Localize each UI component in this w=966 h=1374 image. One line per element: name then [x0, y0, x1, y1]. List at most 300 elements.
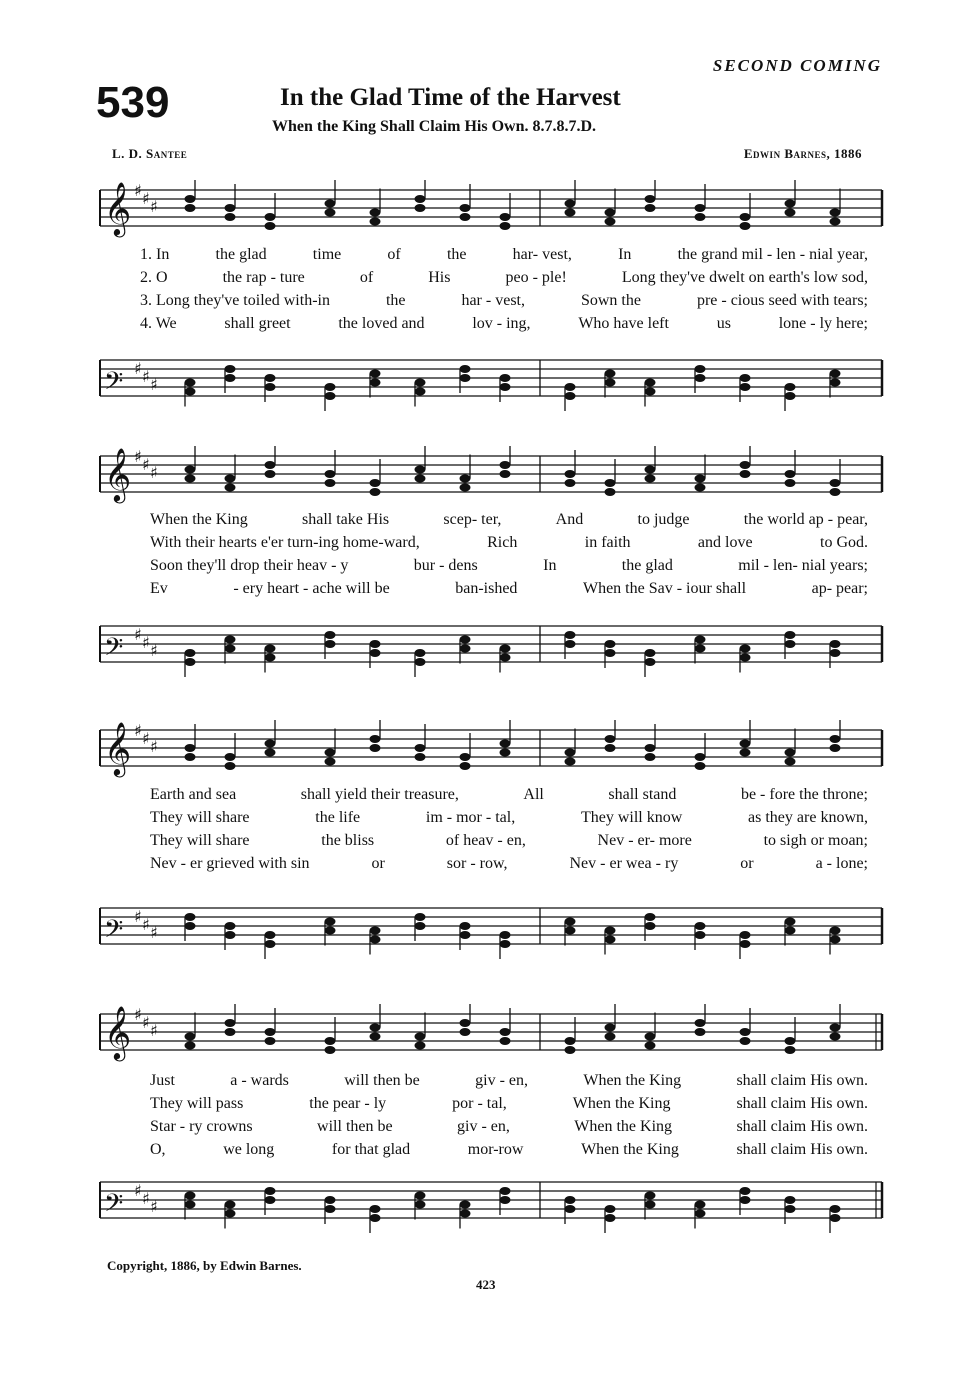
note-head: [325, 1037, 336, 1045]
note-head: [225, 762, 236, 770]
note-head: [370, 218, 381, 226]
note-head: [830, 479, 841, 487]
note-head: [565, 1196, 576, 1204]
note-head: [325, 200, 336, 208]
lyric-segment: shall take His: [302, 511, 390, 528]
lyric-segment: for that glad: [331, 1141, 411, 1158]
note-head: [830, 379, 841, 387]
note-head: [415, 195, 426, 203]
lyric-segment: 2. O: [140, 269, 168, 286]
note-head: [500, 461, 511, 469]
note-head: [370, 1205, 381, 1213]
lyric-segment: 1. In: [140, 246, 170, 263]
note-head: [415, 388, 426, 396]
note-head: [645, 475, 656, 483]
note-head: [185, 1042, 196, 1050]
sharp-icon: ♯: [134, 359, 142, 378]
note-head: [695, 1201, 706, 1209]
sharp-icon: ♯: [150, 463, 158, 482]
note-head: [565, 640, 576, 648]
note-head: [785, 200, 796, 208]
lyric-segment: the pear - ly: [309, 1095, 387, 1112]
lyric-segment: Soon they'll drop their heav - y: [150, 557, 349, 574]
note-head: [325, 470, 336, 478]
note-head: [370, 640, 381, 648]
note-head: [565, 749, 576, 757]
note-head: [265, 749, 276, 757]
note-head: [645, 1033, 656, 1041]
note-head: [325, 918, 336, 926]
note-head: [460, 475, 471, 483]
note-head: [265, 461, 276, 469]
note-head: [415, 753, 426, 761]
lyric-segment: Nev - er grieved with sin: [150, 855, 310, 872]
note-head: [460, 645, 471, 653]
bass-clef-icon: 𝄢: [104, 633, 124, 668]
lyric-segment: Long they've dwelt on earth's low sod,: [621, 269, 868, 286]
note-head: [565, 392, 576, 400]
music-staff-bass-1: [90, 350, 890, 420]
note-head: [645, 753, 656, 761]
note-head: [500, 222, 511, 230]
note-head: [645, 466, 656, 474]
note-head: [460, 1210, 471, 1218]
sharp-icon: ♯: [142, 189, 150, 208]
note-head: [605, 209, 616, 217]
note-head: [460, 753, 471, 761]
lyric-segment: shall claim His own.: [736, 1095, 868, 1112]
note-head: [565, 479, 576, 487]
music-staff-treble-2: [90, 446, 890, 516]
note-head: [370, 479, 381, 487]
note-head: [265, 470, 276, 478]
note-head: [500, 654, 511, 662]
note-head: [740, 931, 751, 939]
note-head: [325, 927, 336, 935]
note-head: [695, 213, 706, 221]
lyric-segment: the loved and: [338, 315, 425, 332]
note-head: [225, 1028, 236, 1036]
note-head: [265, 383, 276, 391]
lyric-segment: - ery heart - ache will be: [233, 580, 390, 597]
lyric-segment: shall stand: [608, 786, 677, 803]
note-head: [565, 1037, 576, 1045]
sharp-icon: ♯: [150, 1021, 158, 1040]
lyric-segment: be - fore the throne;: [740, 786, 868, 803]
sharp-icon: ♯: [142, 1013, 150, 1032]
lyric-segment: They will share: [150, 832, 250, 849]
note-head: [500, 374, 511, 382]
lyric-line: [0, 557, 966, 580]
note-head: [500, 740, 511, 748]
sharp-icon: ♯: [134, 181, 142, 200]
lyric-segment: the glad: [621, 557, 673, 574]
note-head: [370, 936, 381, 944]
note-head: [830, 649, 841, 657]
note-head: [265, 940, 276, 948]
note-head: [740, 1187, 751, 1195]
note-head: [830, 1214, 841, 1222]
note-head: [325, 392, 336, 400]
note-head: [460, 922, 471, 930]
note-head: [605, 744, 616, 752]
sharp-icon: ♯: [150, 375, 158, 394]
sharp-icon: ♯: [134, 1181, 142, 1200]
lyric-segment: Just: [150, 1072, 175, 1089]
music-staff-bass-2: [90, 616, 890, 686]
lyric-segment: scep- ter,: [443, 511, 502, 528]
lyric-segment: and love: [697, 534, 753, 551]
note-head: [785, 1046, 796, 1054]
note-head: [415, 1201, 426, 1209]
treble-clef-icon: 𝄞: [104, 447, 132, 501]
lyric-segment: us: [716, 315, 731, 332]
sharp-icon: ♯: [150, 737, 158, 756]
hymn-number: 539: [96, 78, 170, 127]
note-head: [265, 645, 276, 653]
lyric-line: [0, 1072, 966, 1095]
note-head: [785, 640, 796, 648]
note-head: [370, 744, 381, 752]
note-head: [325, 631, 336, 639]
note-head: [225, 213, 236, 221]
note-head: [500, 1196, 511, 1204]
note-head: [645, 1042, 656, 1050]
note-head: [265, 374, 276, 382]
note-head: [460, 484, 471, 492]
note-head: [185, 1201, 196, 1209]
lyric-segment: will then be: [317, 1118, 393, 1135]
note-head: [645, 379, 656, 387]
note-head: [370, 209, 381, 217]
note-head: [830, 218, 841, 226]
note-head: [185, 1192, 196, 1200]
note-head: [740, 461, 751, 469]
note-head: [785, 209, 796, 217]
note-head: [565, 383, 576, 391]
note-head: [645, 1192, 656, 1200]
note-head: [740, 374, 751, 382]
note-head: [265, 1187, 276, 1195]
lyric-segment: shall yield their treasure,: [300, 786, 459, 803]
note-head: [830, 1033, 841, 1041]
lyric-segment: a - wards: [230, 1072, 289, 1089]
note-head: [645, 913, 656, 921]
note-head: [370, 1024, 381, 1032]
note-head: [830, 1024, 841, 1032]
lyric-line: [0, 315, 966, 338]
lyric-segment: the rap - ture: [222, 269, 305, 286]
note-head: [225, 1210, 236, 1218]
lyric-segment: When the King: [150, 511, 248, 528]
note-head: [265, 654, 276, 662]
lyric-segment: pre - cious seed with tears;: [696, 292, 868, 309]
note-head: [325, 640, 336, 648]
lyric-segment: giv - en,: [475, 1072, 528, 1089]
note-head: [225, 1201, 236, 1209]
note-head: [830, 640, 841, 648]
lyric-segment: will then be: [344, 1072, 420, 1089]
note-head: [185, 195, 196, 203]
sharp-icon: ♯: [150, 641, 158, 660]
sharp-icon: ♯: [134, 447, 142, 466]
sharp-icon: ♯: [150, 197, 158, 216]
note-head: [605, 1205, 616, 1213]
note-head: [605, 1024, 616, 1032]
lyric-segment: shall claim His own.: [736, 1118, 868, 1135]
note-head: [695, 753, 706, 761]
note-head: [500, 749, 511, 757]
note-head: [225, 365, 236, 373]
note-head: [785, 470, 796, 478]
lyric-segment: shall claim His own.: [736, 1072, 868, 1089]
note-head: [185, 388, 196, 396]
note-head: [500, 940, 511, 948]
note-head: [830, 927, 841, 935]
lyric-line: [0, 832, 966, 855]
lyric-segment: Nev - er wea - ry: [569, 855, 679, 872]
note-head: [645, 744, 656, 752]
sharp-icon: ♯: [142, 1189, 150, 1208]
note-head: [415, 744, 426, 752]
music-staff-bass-3: [90, 898, 890, 968]
lyric-segment: And: [555, 511, 584, 528]
note-head: [460, 204, 471, 212]
note-head: [460, 365, 471, 373]
note-head: [830, 1205, 841, 1213]
lyric-segment: 3. Long they've toiled with-in: [140, 292, 330, 309]
note-head: [265, 740, 276, 748]
note-head: [695, 1210, 706, 1218]
note-head: [370, 927, 381, 935]
note-head: [325, 209, 336, 217]
note-head: [785, 1196, 796, 1204]
note-head: [645, 388, 656, 396]
lyric-segment: Star - ry crowns: [150, 1118, 253, 1135]
lyric-segment: a - lone;: [815, 855, 868, 872]
note-head: [830, 735, 841, 743]
note-head: [225, 636, 236, 644]
lyric-segment: shall claim His own.: [736, 1141, 868, 1158]
note-head: [830, 370, 841, 378]
lyric-segment: the grand mil - len - nial year,: [677, 246, 868, 263]
note-head: [565, 1205, 576, 1213]
note-head: [695, 762, 706, 770]
note-head: [500, 931, 511, 939]
note-head: [605, 479, 616, 487]
note-head: [370, 1033, 381, 1041]
lyric-segment: In: [618, 246, 632, 263]
note-head: [185, 649, 196, 657]
note-head: [415, 1033, 426, 1041]
note-head: [695, 374, 706, 382]
note-head: [325, 758, 336, 766]
bass-clef-icon: 𝄢: [104, 915, 124, 950]
lyric-segment: They will know: [580, 809, 683, 826]
lyric-segment: O,: [150, 1141, 166, 1158]
lyric-segment: bur - dens: [413, 557, 478, 574]
note-head: [740, 222, 751, 230]
copyright-notice: Copyright, 1886, by Edwin Barnes.: [107, 1258, 302, 1273]
note-head: [605, 640, 616, 648]
note-head: [370, 379, 381, 387]
note-head: [565, 209, 576, 217]
sharp-icon: ♯: [134, 1005, 142, 1024]
note-head: [225, 922, 236, 930]
note-head: [565, 927, 576, 935]
note-head: [500, 1028, 511, 1036]
note-head: [225, 931, 236, 939]
note-head: [500, 1037, 511, 1045]
note-head: [325, 383, 336, 391]
music-staff-treble-3: [90, 720, 890, 790]
lyric-segment: They will share: [150, 809, 250, 826]
lyric-segment: the world ap - pear,: [743, 511, 868, 528]
sharp-icon: ♯: [134, 625, 142, 644]
lyric-segment: Rich: [487, 534, 518, 551]
note-head: [370, 370, 381, 378]
note-head: [645, 649, 656, 657]
note-head: [185, 466, 196, 474]
note-head: [740, 749, 751, 757]
lyric-segment: in faith: [584, 534, 631, 551]
note-head: [185, 475, 196, 483]
lyric-segment: When the King: [574, 1118, 673, 1135]
sharp-icon: ♯: [134, 721, 142, 740]
sharp-icon: ♯: [150, 1197, 158, 1216]
note-head: [415, 658, 426, 666]
sharp-icon: ♯: [134, 907, 142, 926]
page-number: 423: [476, 1277, 496, 1292]
music-staff-bass-4: [90, 1172, 890, 1242]
lyric-segment: Nev - er- more: [597, 832, 692, 849]
note-head: [785, 927, 796, 935]
note-head: [460, 762, 471, 770]
note-head: [225, 374, 236, 382]
lyric-segment: har- vest,: [512, 246, 572, 263]
note-head: [695, 1028, 706, 1036]
section-label: SECOND COMING: [712, 56, 882, 75]
lyric-segment: the life: [315, 809, 361, 826]
note-head: [830, 744, 841, 752]
note-head: [225, 1019, 236, 1027]
lyric-segment: lov - ing,: [472, 315, 531, 332]
note-head: [460, 213, 471, 221]
hymn-title: In the Glad Time of the Harvest: [280, 84, 621, 111]
lyric-segment: When the King: [581, 1141, 679, 1158]
note-head: [605, 936, 616, 944]
note-head: [605, 927, 616, 935]
note-head: [605, 370, 616, 378]
note-head: [605, 649, 616, 657]
note-head: [565, 631, 576, 639]
lyric-segment: They will pass: [150, 1095, 244, 1112]
lyric-segment: ban-ished: [455, 580, 518, 597]
lyric-segment: of: [359, 269, 374, 286]
lyric-segment: peo - ple!: [505, 269, 567, 286]
note-head: [225, 204, 236, 212]
treble-clef-icon: 𝄞: [104, 181, 132, 235]
lyric-segment: 4. We: [140, 315, 177, 332]
lyric-line: [0, 786, 966, 809]
lyric-segment: por - tal,: [452, 1095, 507, 1112]
note-head: [740, 1196, 751, 1204]
note-head: [460, 374, 471, 382]
lyric-segment: shall greet: [224, 315, 291, 332]
note-head: [265, 222, 276, 230]
note-head: [325, 749, 336, 757]
note-head: [695, 931, 706, 939]
lyric-segment: or: [371, 855, 385, 872]
note-head: [605, 1214, 616, 1222]
note-head: [185, 913, 196, 921]
lyric-segment: as they are known,: [748, 809, 868, 826]
lyric-line: [0, 292, 966, 315]
lyric-segment: With their hearts e'er turn-ing home-ward,: [150, 534, 420, 551]
lyric-segment: sor - row,: [446, 855, 508, 872]
note-head: [185, 744, 196, 752]
note-head: [225, 484, 236, 492]
note-head: [265, 1196, 276, 1204]
note-head: [695, 636, 706, 644]
note-head: [565, 200, 576, 208]
note-head: [415, 649, 426, 657]
bass-clef-icon: 𝄢: [104, 1189, 124, 1224]
lyric-line: [0, 1141, 966, 1164]
note-head: [785, 1037, 796, 1045]
note-head: [605, 735, 616, 743]
lyric-segment: the: [385, 292, 406, 309]
note-head: [605, 218, 616, 226]
lyric-segment: of heav - en,: [445, 832, 526, 849]
note-head: [460, 1019, 471, 1027]
sharp-icon: ♯: [142, 367, 150, 386]
lyric-segment: the glad: [215, 246, 267, 263]
lyric-line: [0, 855, 966, 878]
lyric-segment: All: [523, 786, 544, 803]
note-head: [695, 484, 706, 492]
note-head: [645, 922, 656, 930]
note-head: [460, 1028, 471, 1036]
note-head: [740, 654, 751, 662]
note-head: [500, 645, 511, 653]
composer-credit: L. D. Santee: [112, 146, 188, 161]
lyric-segment: Who have left: [578, 315, 669, 332]
lyric-line: [0, 534, 966, 557]
hymn-subtitle: When the King Shall Claim His Own. 8.7.8.7.D.: [272, 118, 597, 135]
note-head: [500, 470, 511, 478]
note-head: [645, 195, 656, 203]
note-head: [225, 753, 236, 761]
music-staff-treble-1: [90, 180, 890, 250]
note-head: [185, 658, 196, 666]
lyric-segment: In: [543, 557, 557, 574]
note-head: [695, 645, 706, 653]
lyric-line: [0, 1095, 966, 1118]
note-head: [740, 470, 751, 478]
note-head: [500, 383, 511, 391]
bass-clef-icon: 𝄢: [104, 367, 124, 402]
note-head: [185, 922, 196, 930]
note-head: [185, 1033, 196, 1041]
note-head: [265, 1037, 276, 1045]
note-head: [370, 735, 381, 743]
lyric-segment: Sown the: [580, 292, 641, 309]
lyric-segment: mor-row: [467, 1141, 524, 1158]
note-head: [830, 209, 841, 217]
note-head: [785, 1205, 796, 1213]
note-head: [415, 379, 426, 387]
